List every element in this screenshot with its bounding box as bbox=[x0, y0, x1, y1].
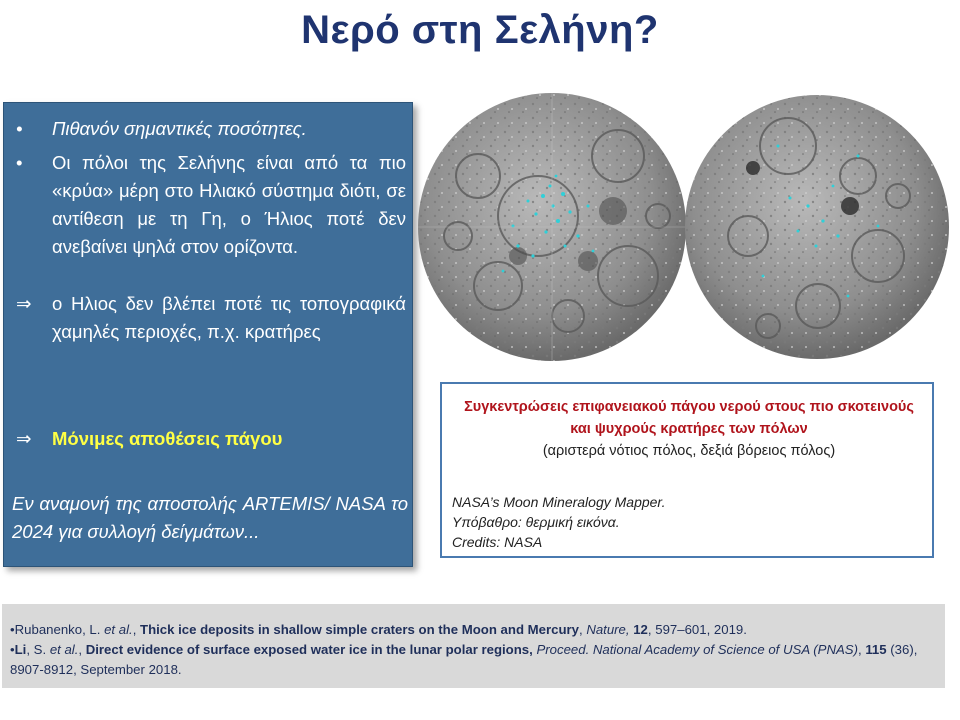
credit-line-2: Υπόβαθρο: θερμική εικόνα. bbox=[452, 514, 620, 530]
bullet-text: Οι πόλοι της Σελήνης είναι από τα πιο «κρύα» μέρη στο Ηλιακό σύστημα διότι, σε αντίθεση με τη Γη, ο Ήλιος ποτέ δεν ανεβαίνει ψηλά στον ορίζοντα. bbox=[52, 152, 406, 257]
credit-line-3: Credits: NASA bbox=[452, 534, 543, 550]
ref-etal: et al. bbox=[49, 642, 79, 657]
arrow-item-2 bbox=[16, 425, 406, 453]
credit-line-1: NASA’s Moon Mineralogy Mapper. bbox=[452, 494, 666, 510]
closing-text: Εν αναμονή της αποστολής ARTEMIS/ NASA το 2024 για συλλογή δείγμάτων... bbox=[12, 493, 408, 542]
bullet-item-1 bbox=[16, 115, 406, 143]
ref-bullet: • bbox=[10, 642, 15, 657]
image-caption-box bbox=[440, 382, 934, 558]
ref-bullet: • bbox=[10, 622, 15, 637]
ref-sep: , S. bbox=[26, 642, 50, 657]
ref-journal: Nature, bbox=[586, 622, 630, 637]
ref-sep: , bbox=[78, 642, 86, 657]
caption-credits bbox=[452, 492, 926, 552]
bullet-item-2 bbox=[16, 149, 406, 261]
ref-pages: , 597–601, 2019. bbox=[647, 622, 747, 637]
lunar-polar-images bbox=[418, 86, 958, 376]
north-pole-map bbox=[685, 95, 949, 359]
ref-pages: (36), 8907-8912, September 2018. bbox=[10, 642, 918, 677]
arrow-item-1 bbox=[16, 290, 406, 346]
caption-subtitle: (αριστερά νότιος πόλος, δεξιά βόρειος πόλος) bbox=[542, 443, 836, 459]
ref-title: Direct evidence of surface exposed water ice in the lunar polar regions, bbox=[85, 642, 533, 657]
slide-title: Νερό στη Σελήνη? bbox=[301, 8, 659, 52]
bullet-text: Πιθανόν σημαντικές ποσότητες. bbox=[52, 118, 307, 139]
ref-authors: Li bbox=[14, 642, 27, 657]
references-box bbox=[2, 604, 945, 688]
reference-2 bbox=[10, 640, 937, 680]
ref-title: Thick ice deposits in shallow simple craters on the Moon and Mercury bbox=[140, 622, 579, 637]
arrow-text: ο Ηλιος δεν βλέπει ποτέ τις τοπογραφικά χαμηλές περιοχές, π.χ. κρατήρες bbox=[52, 293, 406, 342]
south-pole-map bbox=[418, 93, 686, 361]
arrow-marker-icon: ⇒ bbox=[16, 293, 32, 314]
bullet-marker: • bbox=[16, 152, 23, 173]
reference-1 bbox=[10, 620, 937, 640]
ref-sep: , bbox=[132, 622, 141, 637]
ref-etal: et al. bbox=[100, 622, 133, 637]
highlight-text: Μόνιμες αποθέσεις πάγου bbox=[52, 428, 283, 449]
ref-sep: , bbox=[578, 622, 587, 637]
ref-volume: 12 bbox=[629, 622, 648, 637]
ref-sep: , bbox=[858, 642, 866, 657]
ref-volume: 115 bbox=[865, 642, 887, 657]
caption-heading: Συγκεντρώσεις επιφανειακού πάγου νερού στους πιο σκοτεινούς και ψυχρούς κρατήρες των πόλων bbox=[464, 399, 914, 437]
ref-authors: Rubanenko, L. bbox=[14, 622, 101, 637]
bullet-marker: • bbox=[16, 118, 23, 139]
ref-journal: Proceed. National Academy of Science of USA (PNAS) bbox=[532, 642, 858, 657]
arrow-marker-icon: ⇒ bbox=[16, 428, 32, 449]
text-panel bbox=[3, 102, 413, 567]
